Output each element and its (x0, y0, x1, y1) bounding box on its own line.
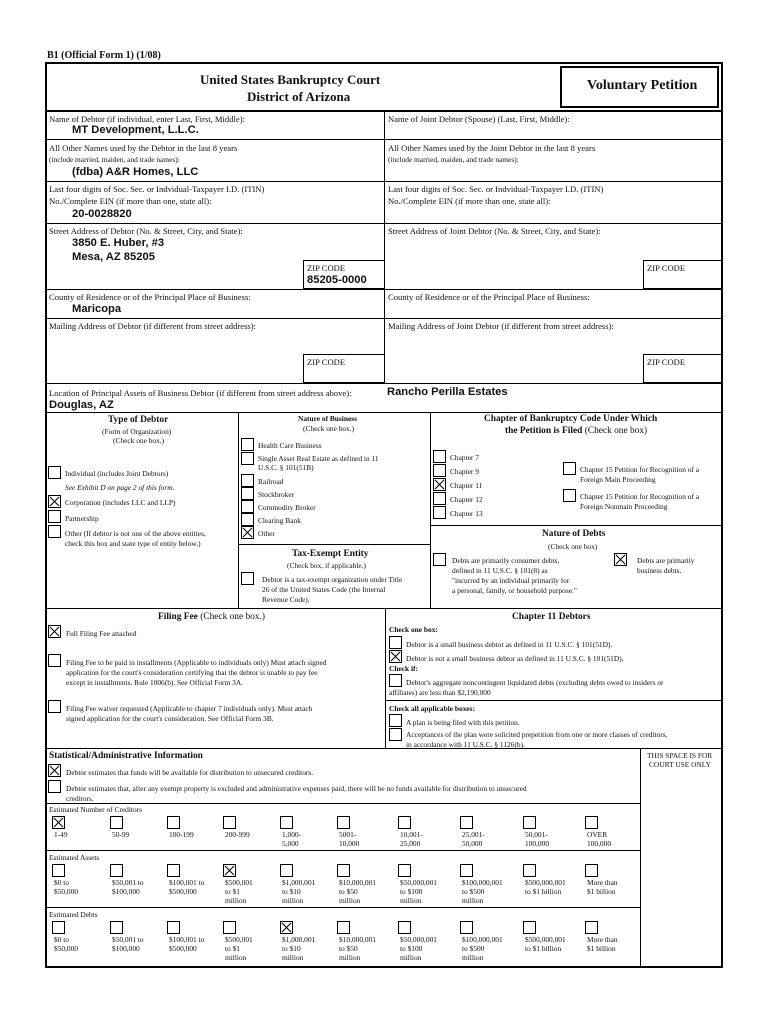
installments-checkbox[interactable] (48, 654, 61, 667)
court-use-line2: COURT USE ONLY (649, 760, 711, 769)
debts-option-label: to $100 (400, 944, 423, 953)
other-business-checkbox[interactable] (241, 526, 254, 539)
other-business-label: Other (258, 529, 275, 538)
debtor-address-line1: 3850 E. Huber, #3 (72, 237, 165, 249)
assets-option-label: $50,001 to (112, 878, 144, 887)
joint-name-label: Name of Joint Debtor (Spouse) (Last, First, Middle): (388, 114, 570, 124)
tax-exempt-line2: 26 of the United States Code (the Internal (262, 585, 386, 594)
assets-option-label: to $1 billion (525, 887, 562, 896)
chapter12-label: Chapter 12 (450, 495, 483, 504)
single-asset-label-2: U.S.C. § 101(51B) (258, 463, 314, 472)
creditors-option-label: 5001- (339, 830, 357, 839)
debts-option-label: million (400, 953, 422, 962)
joint-address-label: Street Address of Joint Debtor (No. & Street, City, and State): (388, 226, 601, 236)
assets-option-label: $500,000,001 (525, 878, 566, 887)
funds-available-label: Debtor estimates that funds will be available for distribution to unsecured creditors. (66, 768, 314, 777)
county-label: County of Residence or of the Principal Place of Business: (49, 292, 251, 302)
check-if-label: Check if: (389, 664, 418, 673)
small-business-label: Debtor is a small business debtor as defined in 11 U.S.C. § 101(51D). (406, 640, 613, 649)
full-fee-checkbox[interactable] (48, 625, 61, 638)
other-entity-label: Other (If debtor is not one of the above entities, (65, 529, 206, 538)
debtor-other-names: (fdba) A&R Homes, LLC (72, 166, 199, 178)
divider (385, 700, 723, 701)
waiver-label-2: signed application for the court's consideration. See Official Form 3B. (66, 714, 274, 723)
debts-option-label: million (225, 953, 247, 962)
assets-option-label: $100,000 (112, 887, 140, 896)
partnership-label: Partnership (65, 514, 99, 523)
creditors-option-checkbox[interactable] (523, 816, 536, 829)
assets-option-label: $1 billion (587, 887, 616, 896)
clearing-bank-label: Clearing Bank (258, 516, 301, 525)
mailing-label: Mailing Address of Debtor (if different from street address): (49, 321, 257, 331)
chapter-title: Chapter of Bankruptcy Code Under Which (484, 414, 658, 424)
creditors-option-label: 50,000 (462, 839, 483, 848)
joint-mailing-label: Mailing Address of Joint Debtor (if different from street address): (388, 321, 614, 331)
debts-option-label: $10,000,001 (339, 935, 376, 944)
joint-zip-label: ZIP CODE (647, 263, 686, 273)
assets-option-checkbox[interactable] (398, 864, 411, 877)
joint-ssn-label: Last four digits of Soc. Sec. or Indvidual-Taxpayer I.D. (ITIN) (388, 184, 604, 194)
court-district: District of Arizona (247, 89, 351, 104)
debts-option-checkbox[interactable] (167, 921, 180, 934)
other-names-note: (include married, maiden, and trade names): (49, 155, 180, 164)
creditors-option-label: 5,000 (282, 839, 299, 848)
installments-label-2: application for the court's consideration certifying that the debtor is unable to pay fee (66, 668, 318, 677)
assets-option-label: $50,000 (54, 887, 79, 896)
single-asset-checkbox[interactable] (241, 452, 254, 465)
commodity-label: Commodity Broker (258, 503, 316, 512)
assets-option-label: million (225, 896, 247, 905)
debts-option-label: $1 billion (587, 944, 616, 953)
chapter15-nonmain-label: Chapter 15 Petition for Recognition of a (580, 492, 700, 501)
debtor-name: MT Development, L.L.C. (72, 124, 199, 136)
assets-option-checkbox[interactable] (523, 864, 536, 877)
creditors-option-label: 25,001- (462, 830, 485, 839)
divider (430, 412, 431, 608)
debts-option-label: $1,000,001 (282, 935, 316, 944)
joint-county-label: County of Residence or of the Principal Place of Business: (388, 292, 590, 302)
joint-other-names-note: (include married, maiden, and trade names): (388, 155, 519, 164)
small-business-checkbox[interactable] (389, 636, 402, 649)
assets-option-checkbox[interactable] (280, 864, 293, 877)
creditors-option-label: 25,000 (400, 839, 421, 848)
divider (45, 383, 723, 384)
check-one-label: Check one box: (389, 625, 438, 634)
assets-option-label: $500,000 (169, 887, 197, 896)
assets-option-label: $1,000,001 (282, 878, 316, 887)
other-names-label: All Other Names used by the Debtor in the last 8 years (49, 143, 238, 153)
debts-option-checkbox[interactable] (585, 921, 598, 934)
creditors-option-label: 1,000- (282, 830, 302, 839)
tax-exempt-line1: Debtor is a tax-exempt organization under Title (262, 575, 403, 584)
debtor-ein: 20-0028820 (72, 208, 132, 220)
assets-option-checkbox[interactable] (110, 864, 123, 877)
debts-option-label: $0 to (54, 935, 69, 944)
address-label: Street Address of Debtor (No. & Street, City, and State): (49, 226, 243, 236)
divider (430, 525, 723, 526)
chapter15-nonmain-checkbox[interactable] (563, 489, 576, 502)
chapter11-label: Chapter 11 (450, 481, 483, 490)
assets-option-label: $50,000,001 (400, 878, 437, 887)
individual-checkbox[interactable] (48, 466, 61, 479)
stockbroker-label: Stockbroker (258, 490, 295, 499)
assets-option-checkbox[interactable] (223, 864, 236, 877)
creditors-option-checkbox[interactable] (398, 816, 411, 829)
divider (45, 850, 640, 851)
health-care-checkbox[interactable] (241, 438, 254, 451)
debts-option-label: More than (587, 935, 618, 944)
debts-option-label: million (339, 953, 361, 962)
creditors-option-checkbox[interactable] (460, 816, 473, 829)
creditors-option-label: 50,001- (525, 830, 548, 839)
divider (45, 223, 723, 224)
assets-option-label: $100,001 to (169, 878, 205, 887)
debts-option-label: to $1 billion (525, 944, 562, 953)
nature-of-business-title: Nature of Business (298, 414, 357, 423)
tax-exempt-checkbox[interactable] (241, 572, 254, 585)
debtor-address-line2: Mesa, AZ 85205 (72, 251, 155, 263)
no-funds-label: Debtor estimates that, after any exempt property is excluded and administrative expenses paid, there will be no funds available for distribution to unsecured (66, 784, 527, 793)
filing-fee-title: Filing Fee (Check one box.) (158, 612, 266, 622)
divider (640, 748, 641, 968)
nature-of-business-sub: (Check one box.) (303, 424, 355, 433)
debts-option-label: million (462, 953, 484, 962)
assets-option-label: More than (587, 878, 618, 887)
funds-available-checkbox[interactable] (48, 764, 61, 777)
debts-option-checkbox[interactable] (460, 921, 473, 934)
single-asset-label: Single Asset Real Estate as defined in 11 (258, 454, 379, 463)
installments-label: Filing Fee to be paid in installments (Applicable to individuals only) Must attach signed (66, 658, 327, 667)
assets-option-checkbox[interactable] (52, 864, 65, 877)
stockbroker-checkbox[interactable] (241, 487, 254, 500)
assets-option-label: $0 to (54, 878, 69, 887)
debts-option-label: $50,001 to (112, 935, 144, 944)
debtor-zip: 85205-0000 (307, 274, 367, 286)
creditors-option-checkbox[interactable] (167, 816, 180, 829)
assets-option-label: to $10 (282, 887, 301, 896)
joint-mailing-zip-label: ZIP CODE (647, 357, 686, 367)
creditors-label: Estimated Number of Creditors (49, 805, 142, 814)
debts-option-label: million (282, 953, 304, 962)
chapter-title-2: the Petition is Filed (Check one box) (505, 426, 648, 436)
location-value1: Rancho Perilla Estates (387, 386, 508, 398)
assets-option-label: $10,000,001 (339, 878, 376, 887)
creditors-option-label: 10,000 (339, 839, 360, 848)
chapter9-label: Chapter 9 (450, 467, 479, 476)
debts-option-label: $100,001 to (169, 935, 205, 944)
creditors-option-label: 100,000 (525, 839, 550, 848)
creditors-option-checkbox[interactable] (337, 816, 350, 829)
assets-option-label: million (282, 896, 304, 905)
partnership-checkbox[interactable] (48, 510, 61, 523)
debts-option-label: to $10 (282, 944, 301, 953)
debtor-county: Maricopa (72, 303, 122, 315)
chapter7-label: Chapter 7 (450, 453, 479, 462)
chapter9-checkbox[interactable] (433, 464, 446, 477)
business-debts-label: Debts are primarily (637, 556, 695, 565)
creditors-option-checkbox[interactable] (52, 816, 65, 829)
debts-label: Estimated Debts (49, 910, 98, 919)
no-funds-label-2: creditors. (66, 794, 94, 803)
type-of-debtor-sub1: (Form of Organization) (102, 427, 172, 436)
assets-option-label: to $1 (225, 887, 240, 896)
acceptances-label-2: in accordance with 11 U.S.C. § 1126(b). (406, 740, 525, 749)
aggregate-debts-label: Debtor's aggregate noncontingent liquidated debts (excluding debts owed to insiders or (406, 678, 664, 687)
creditors-option-checkbox[interactable] (585, 816, 598, 829)
divider (45, 181, 723, 182)
court-use-line1: THIS SPACE IS FOR (647, 751, 713, 760)
assets-option-checkbox[interactable] (460, 864, 473, 877)
chapter15-main-label-2: Foreign Main Proceeding (580, 475, 656, 484)
creditors-option-label: 200-999 (225, 830, 250, 839)
debts-option-label: $100,000,001 (462, 935, 503, 944)
tax-exempt-sub: (Check box, if applicable.) (287, 561, 367, 570)
chapter15-main-label: Chapter 15 Petition for Recognition of a (580, 465, 700, 474)
creditors-option-label: OVER (587, 830, 608, 839)
debts-option-checkbox[interactable] (337, 921, 350, 934)
divider (45, 803, 640, 804)
debts-option-label: $50,000 (54, 944, 79, 953)
creditors-option-label: 50-99 (112, 830, 130, 839)
debts-option-checkbox[interactable] (223, 921, 236, 934)
ssn-label: Last four digits of Soc. Sec. or Indvidual-Taxpayer I.D. (ITIN) (49, 184, 265, 194)
divider (238, 544, 430, 545)
divider (45, 289, 723, 290)
debts-option-label: $100,000 (112, 944, 140, 953)
divider (45, 608, 723, 609)
other-entity-label-2: check this box and state type of entity below.) (65, 539, 201, 548)
commodity-checkbox[interactable] (241, 500, 254, 513)
debts-option-label: $500,001 (225, 935, 253, 944)
chapter11-checkbox[interactable] (433, 478, 446, 491)
individual-label: Individual (includes Joint Debtors) (65, 469, 169, 478)
full-fee-label: Full Filing Fee attached (66, 629, 137, 638)
acceptances-label: Acceptances of the plan were solicited prepetition from one or more classes of creditors, (406, 730, 668, 739)
location-label: Location of Principal Assets of Business Debtor (if different from street address above): (49, 388, 352, 398)
debts-option-label: $500,000 (169, 944, 197, 953)
divider (45, 318, 723, 319)
divider (385, 608, 386, 748)
divider (238, 412, 239, 608)
creditors-option-checkbox[interactable] (110, 816, 123, 829)
not-small-business-label: Debtor is not a small business debtor as defined in 11 U.S.C. § 101(51D). (406, 654, 624, 663)
petition-title: Voluntary Petition (587, 78, 698, 93)
assets-option-label: to $500 (462, 887, 485, 896)
assets-label: Estimated Assets (49, 853, 100, 862)
corporation-label: Corporation (includes LLC and LLP) (65, 498, 176, 507)
consumer-debts-checkbox[interactable] (433, 553, 446, 566)
creditors-option-label: 100-199 (169, 830, 194, 839)
creditors-option-label: 10,001- (400, 830, 423, 839)
business-debts-checkbox[interactable] (614, 553, 627, 566)
debts-option-label: $500,000,001 (525, 935, 566, 944)
debts-option-checkbox[interactable] (280, 921, 293, 934)
waiver-checkbox[interactable] (48, 700, 61, 713)
chapter15-nonmain-label-2: Foreign Nonmain Proceeding (580, 502, 668, 511)
assets-option-label: million (462, 896, 484, 905)
corporation-checkbox[interactable] (48, 495, 61, 508)
assets-option-label: $100,000,001 (462, 878, 503, 887)
clearing-bank-checkbox[interactable] (241, 513, 254, 526)
consumer-debts-label-4: a personal, family, or household purpose." (452, 586, 577, 595)
nature-of-debts-sub: (Check one box) (548, 542, 598, 551)
chapter13-checkbox[interactable] (433, 506, 446, 519)
check-all-label: Check all applicable boxes: (389, 704, 476, 713)
aggregate-debts-checkbox[interactable] (389, 674, 402, 687)
assets-option-label: million (339, 896, 361, 905)
health-care-label: Health Care Business (258, 441, 322, 450)
business-debts-label-2: business debts. (637, 566, 682, 575)
ein-label: No./Complete EIN (if more than one, state all): (49, 196, 212, 206)
tax-exempt-title: Tax-Exempt Entity (292, 549, 369, 559)
type-of-debtor-title: Type of Debtor (108, 415, 169, 425)
no-funds-checkbox[interactable] (48, 780, 61, 793)
location-value2: Douglas, AZ (49, 399, 114, 411)
aggregate-debts-label-2: affiliates) are less than $2,190,000 (389, 688, 491, 697)
debts-option-checkbox[interactable] (398, 921, 411, 934)
waiver-label: Filing Fee waiver requested (Applicable to chapter 7 individuals only). Must attach (66, 704, 313, 713)
debts-option-checkbox[interactable] (523, 921, 536, 934)
plan-filed-checkbox[interactable] (389, 714, 402, 727)
divider (384, 111, 385, 383)
divider (45, 139, 723, 140)
consumer-debts-label-3: "incurred by an individual primarily for (452, 576, 570, 585)
debts-option-checkbox[interactable] (52, 921, 65, 934)
debts-option-label: to $50 (339, 944, 358, 953)
divider (45, 412, 723, 413)
assets-option-checkbox[interactable] (337, 864, 350, 877)
assets-option-label: million (400, 896, 422, 905)
assets-option-label: to $100 (400, 887, 423, 896)
chapter7-checkbox[interactable] (433, 450, 446, 463)
chapter12-checkbox[interactable] (433, 492, 446, 505)
consumer-debts-label-2: defined in 11 U.S.C. § 101(8) as (452, 566, 548, 575)
chapter15-main-checkbox[interactable] (563, 462, 576, 475)
railroad-label: Railroad (258, 477, 284, 486)
form-number: B1 (Official Form 1) (1/08) (47, 50, 161, 61)
debts-option-label: to $500 (462, 944, 485, 953)
nature-of-debts-title: Nature of Debts (542, 529, 606, 539)
not-small-business-checkbox[interactable] (389, 650, 402, 663)
individual-note: See Exhibit D on page 2 of this form. (65, 483, 175, 492)
plan-filed-label: A plan is being filed with this petition. (406, 718, 520, 727)
assets-option-label: $500,001 (225, 878, 253, 887)
debts-option-checkbox[interactable] (110, 921, 123, 934)
railroad-checkbox[interactable] (241, 474, 254, 487)
acceptances-checkbox[interactable] (389, 728, 402, 741)
assets-option-checkbox[interactable] (585, 864, 598, 877)
chapter11-debtors-title: Chapter 11 Debtors (512, 612, 591, 622)
chapter13-label: Chapter 13 (450, 509, 483, 518)
consumer-debts-label: Debts are primarily consumer debts, (452, 556, 560, 565)
creditors-option-label: 1-49 (54, 830, 68, 839)
divider (45, 748, 723, 749)
zip-label: ZIP CODE (307, 263, 346, 273)
debts-option-label: $50,000,001 (400, 935, 437, 944)
statistical-title: Statistical/Administrative Information (49, 751, 203, 761)
joint-ein-label: No./Complete EIN (if more than one, state all): (388, 196, 551, 206)
tax-exempt-line3: Revenue Code). (262, 595, 310, 604)
assets-option-label: to $50 (339, 887, 358, 896)
divider (45, 907, 640, 908)
debtor-name-label: Name of Debtor (if individual, enter Last, First, Middle): (49, 114, 245, 124)
creditors-option-label: 100,000 (587, 839, 612, 848)
installments-label-3: except in installments. Rule 1006(b). See Official Form 3A. (66, 678, 243, 687)
debts-option-label: to $1 (225, 944, 240, 953)
mailing-zip-label: ZIP CODE (307, 357, 346, 367)
creditors-option-checkbox[interactable] (280, 816, 293, 829)
type-of-debtor-sub2: (Check one box.) (113, 436, 165, 445)
assets-option-checkbox[interactable] (167, 864, 180, 877)
joint-other-names-label: All Other Names used by the Joint Debtor in the last 8 years (388, 143, 596, 153)
creditors-option-checkbox[interactable] (223, 816, 236, 829)
other-entity-checkbox[interactable] (48, 525, 61, 538)
court-name: United States Bankruptcy Court (200, 72, 381, 87)
